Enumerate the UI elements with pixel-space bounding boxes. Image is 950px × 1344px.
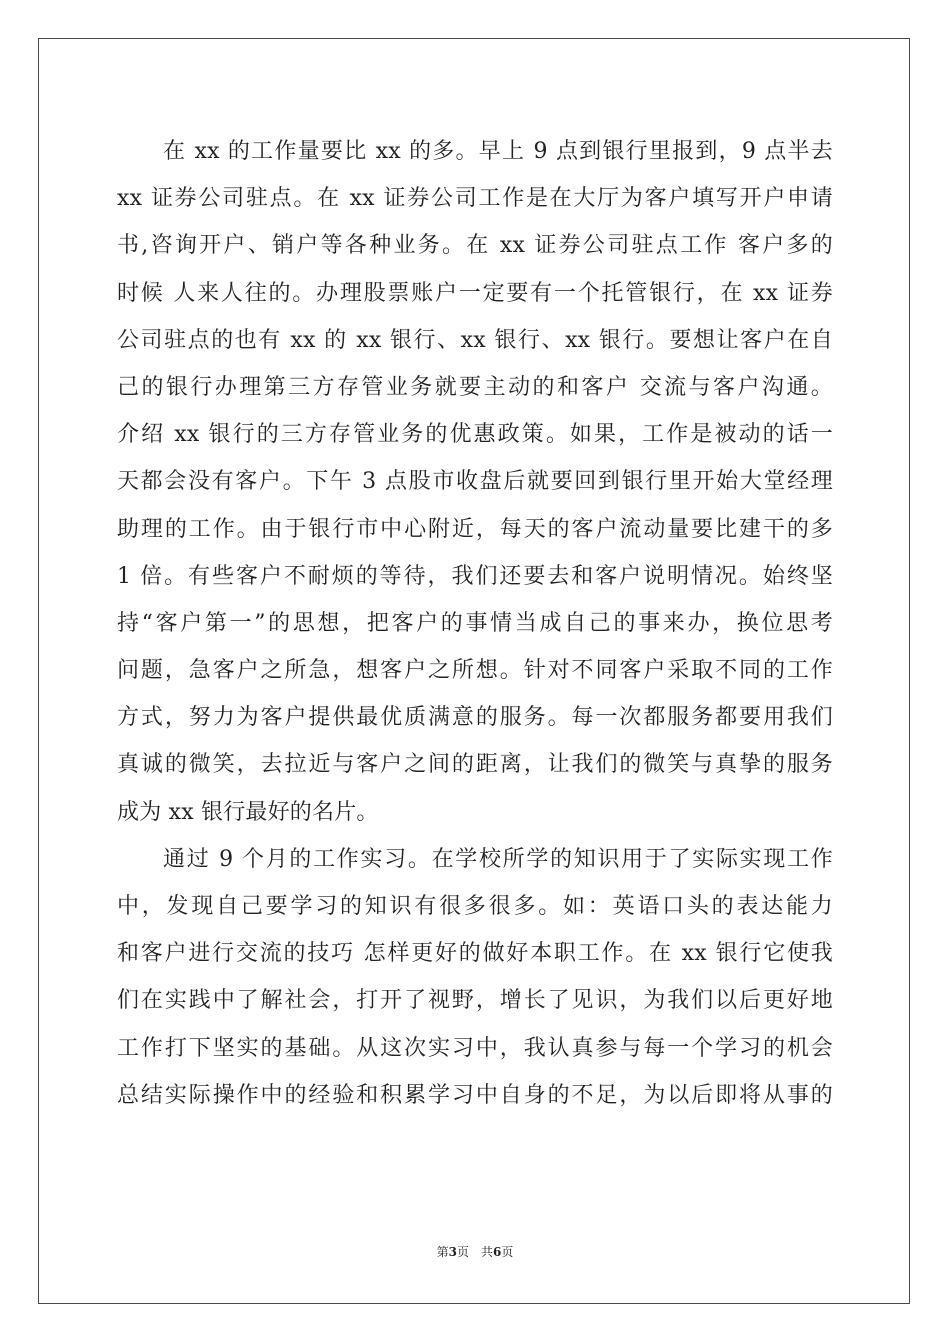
paragraph-2-line-3: 和客户进行交流的技巧 怎样更好的做好本职工作。在 xx 银行它使我	[117, 941, 833, 967]
paragraph-1-line-3: 书,咨询开户、销户等各种业务。在 xx 证券公司驻点工作 客户多的	[117, 233, 833, 259]
page-total: 6	[493, 1245, 502, 1259]
paragraph-1-line-2: xx 证券公司驻点。在 xx 证券公司工作是在大厅为客户填写开户申请	[117, 186, 833, 212]
paragraph-1-line-5: 公司驻点的也有 xx 的 xx 银行、xx 银行、xx 银行。要想让客户在自	[117, 327, 833, 353]
page-number-current: 3	[448, 1245, 457, 1259]
paragraph-1-line-14: 真诚的微笑，去拉近与客户之间的距离，让我们的微笑与真挚的服务	[117, 752, 833, 778]
document-body	[117, 128, 833, 1119]
paragraph-2-line-2: 中，发现自己要学习的知识有很多很多。如：英语口头的表达能力	[117, 894, 833, 919]
page-total-prefix: 共	[481, 1245, 494, 1259]
page-number-prefix: 第	[436, 1245, 449, 1259]
paragraph-1-line-11: 持“客户第一”的思想，把客户的事情当成自己的事来办，换位思考	[117, 610, 833, 636]
paragraph-1-line-9: 助理的工作。由于银行市中心附近，每天的客户流动量要比建干的多	[117, 516, 833, 542]
paragraph-1-line-1: 在 xx 的工作量要比 xx 的多。早上 9 点到银行里报到，9 点半去	[163, 139, 833, 164]
paragraph-1-line-12: 问题，急客户之所急，想客户之所想。针对不同客户采取不同的工作	[117, 658, 833, 684]
paragraph-2-line-5: 工作打下坚实的基础。从这次实习中，我认真参与每一个学习的机会	[117, 1035, 833, 1061]
paragraph-1-line-10: 1 倍。有些客户不耐烦的等待，我们还要去和客户说明情况。始终坚	[117, 563, 833, 589]
paragraph-1-line-4: 时候 人来人往的。办理股票账户一定要有一个托管银行，在 xx 证券	[117, 280, 833, 306]
paragraph-1-line-13: 方式，努力为客户提供最优质满意的服务。每一次都服务都要用我们	[117, 705, 833, 731]
paragraph-1-line-7: 介绍 xx 银行的三方存管业务的优惠政策。如果，工作是被动的话一	[117, 422, 833, 448]
paragraph-2-line-4: 们在实践中了解社会，打开了视野，增长了见识，为我们以后更好地	[117, 988, 833, 1014]
page-footer	[0, 1244, 950, 1260]
paragraph-2-line-6: 总结实际操作中的经验和积累学习中自身的不足，为以后即将从事的	[117, 1082, 833, 1108]
paragraph-1-line-6: 己的银行办理第三方存管业务就要主动的和客户 交流与客户沟通。	[117, 374, 833, 400]
page-total-unit: 页	[501, 1245, 514, 1259]
paragraph-2-line-1: 通过 9 个月的工作实习。在学校所学的知识用于了实际实现工作	[163, 846, 833, 872]
page-number-unit: 页	[456, 1245, 469, 1259]
paragraph-1-line-8: 天都会没有客户。下午 3 点股市收盘后就要回到银行里开始大堂经理	[117, 469, 833, 495]
paragraph-1-line-15: 成为 xx 银行最好的名片。	[117, 799, 379, 825]
